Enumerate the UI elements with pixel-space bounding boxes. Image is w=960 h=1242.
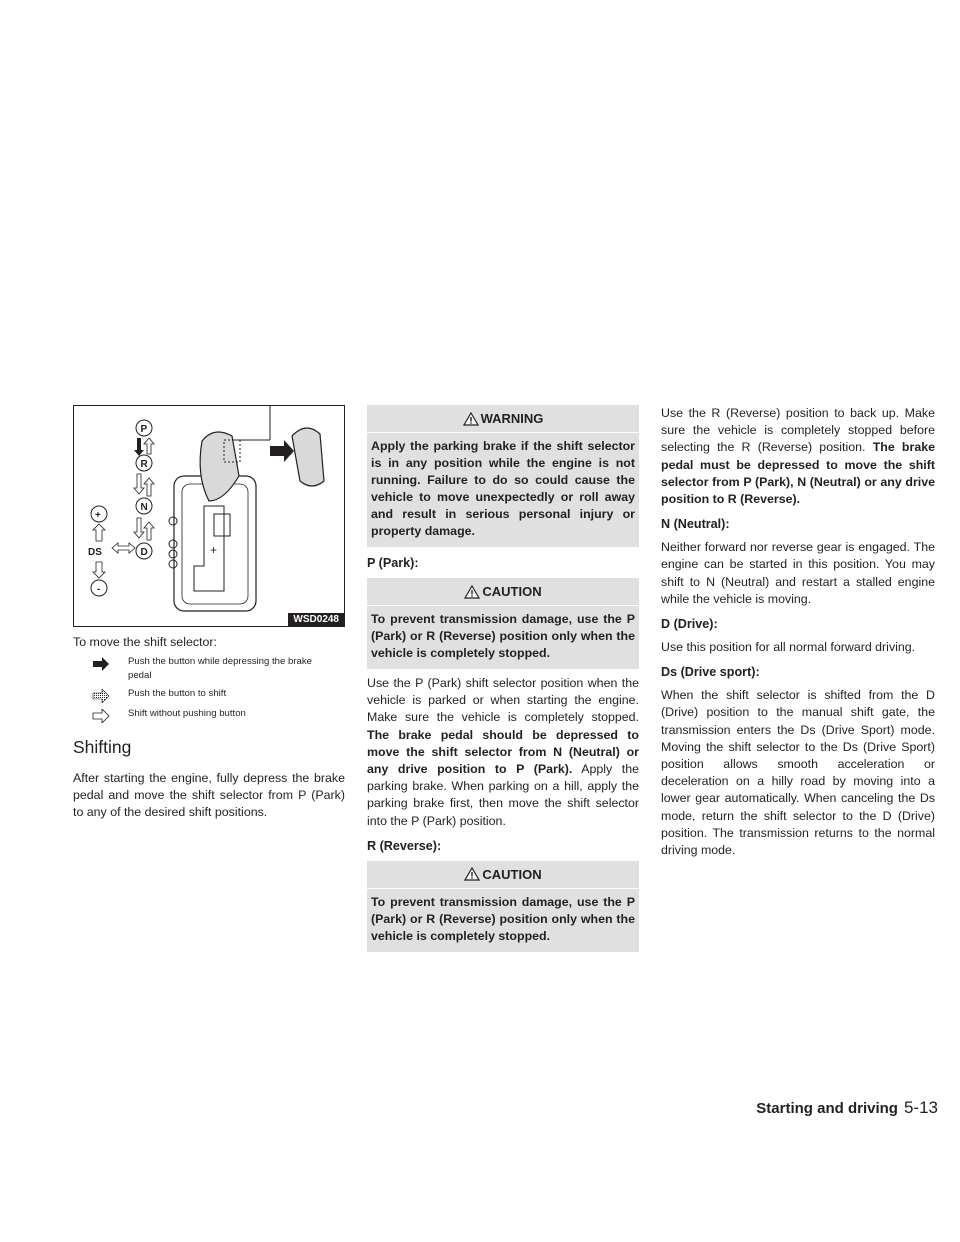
page-footer xyxy=(756,1098,938,1118)
hatched-arrow-icon xyxy=(73,687,128,703)
reverse-text-bold: The brake pedal must be depressed to move the shift selector from P (Park), N (Neutral) or any drive position to R (Reverse). xyxy=(661,440,935,507)
park-heading: P (Park): xyxy=(367,556,419,570)
figure-code: WSD0248 xyxy=(288,613,344,626)
park-text-1: Use the P (Park) shift selector position when the vehicle is parked or when starting the engine. Make sure the vehicle is completely stopped. xyxy=(367,676,639,725)
park-paragraph xyxy=(367,675,639,830)
svg-text:+: + xyxy=(210,543,218,557)
warning-triangle-icon xyxy=(464,585,480,599)
caution-heading-text: CAUTION xyxy=(482,866,542,882)
warning-heading-text: WARNING xyxy=(480,411,544,426)
column-middle xyxy=(367,405,639,952)
legend-item xyxy=(73,687,345,703)
caution-text: To prevent transmission damage, use the P (Park) or R (Reverse) position only when the vehicle is completely stopped. xyxy=(371,612,635,660)
page-number: 5-13 xyxy=(903,1098,938,1117)
shift-selector-diagram xyxy=(74,406,344,626)
arrow-legend xyxy=(73,655,345,723)
caution-text: To prevent transmission damage, use the P (Park) or R (Reverse) position only when the vehicle is completely stopped. xyxy=(371,894,635,943)
reverse-paragraph xyxy=(661,405,935,508)
caution-heading xyxy=(367,584,639,606)
gear-label-p: P xyxy=(140,424,148,435)
reverse-heading: R (Reverse): xyxy=(367,838,442,853)
park-text-2: Apply the parking brake. When parking on a hill, apply the parking brake first, then move the shift selector into the P (Park) position. xyxy=(367,762,639,828)
caution-box-park xyxy=(367,578,639,669)
section-title-shifting: Shifting xyxy=(73,737,132,757)
caution-heading-text: CAUTION xyxy=(482,584,542,599)
outline-arrow-icon xyxy=(73,707,128,723)
warning-triangle-icon xyxy=(463,412,479,426)
gear-label-d: D xyxy=(140,547,148,558)
legend-item xyxy=(73,707,345,723)
neutral-paragraph: Neither forward nor reverse gear is engaged. The engine can be started in this position. You may shift to N (Neutral) and restart a stalled engine while the vehicle is moving. xyxy=(661,540,935,606)
caution-heading xyxy=(367,867,639,889)
legend-item xyxy=(73,655,345,683)
warning-box xyxy=(367,405,639,547)
legend-lead: To move the shift selector: xyxy=(73,635,217,649)
caution-box-reverse xyxy=(367,861,639,952)
warning-text: Apply the parking brake if the shift selector is in any position while the engine is not running. Failure to do so could cause the vehicle to move unexpectedly or roll away and result in serious personal injury or property damage. xyxy=(371,439,635,538)
footer-section-title: Starting and driving xyxy=(756,1100,898,1117)
reverse-text-1: Use the R (Reverse) position to back up. Make sure the vehicle is completely stopped before selecting the R (Reverse) position. xyxy=(661,406,935,455)
legend-text: Push the button while depressing the brake pedal xyxy=(128,656,313,681)
drive-paragraph: Use this position for all normal forward driving. xyxy=(661,640,916,655)
warning-triangle-icon xyxy=(464,867,480,881)
plus-label: + xyxy=(95,510,101,521)
warning-heading xyxy=(367,411,639,433)
neutral-heading: N (Neutral): xyxy=(661,517,730,532)
drive-heading: D (Drive): xyxy=(661,617,718,632)
legend-text: Push the button to shift xyxy=(128,688,227,699)
minus-label: - xyxy=(97,584,101,595)
park-text-bold: The brake pedal should be depressed to move the shift selector from N (Neutral) or any drive position to P (Park). xyxy=(367,727,639,777)
shift-selector-figure xyxy=(73,405,345,627)
column-right xyxy=(661,405,935,859)
ds-label: DS xyxy=(88,547,102,558)
gear-label-r: R xyxy=(140,459,148,470)
drive-sport-heading: Ds (Drive sport): xyxy=(661,665,760,680)
shifting-paragraph: After starting the engine, fully depress the brake pedal and move the shift selector from P (Park) to any of the desired shift positions. xyxy=(73,771,345,820)
solid-arrow-icon xyxy=(73,655,128,671)
legend-text: Shift without pushing button xyxy=(128,708,246,719)
drive-sport-paragraph: When the shift selector is shifted from the D (Drive) position to the manual shift gate, the transmission enters the Ds (Drive Sport) mode. Moving the shift selector to the Ds (Drive Sport) position allows smooth acceleration or deceleration on a hilly road by moving into a lower gear automatically. When canceling the Ds mode, return the shift selector to the D (Drive) position. The transmission returns to the normal driving mode. xyxy=(661,688,935,858)
column-left xyxy=(73,405,345,822)
gear-label-n: N xyxy=(140,502,148,513)
